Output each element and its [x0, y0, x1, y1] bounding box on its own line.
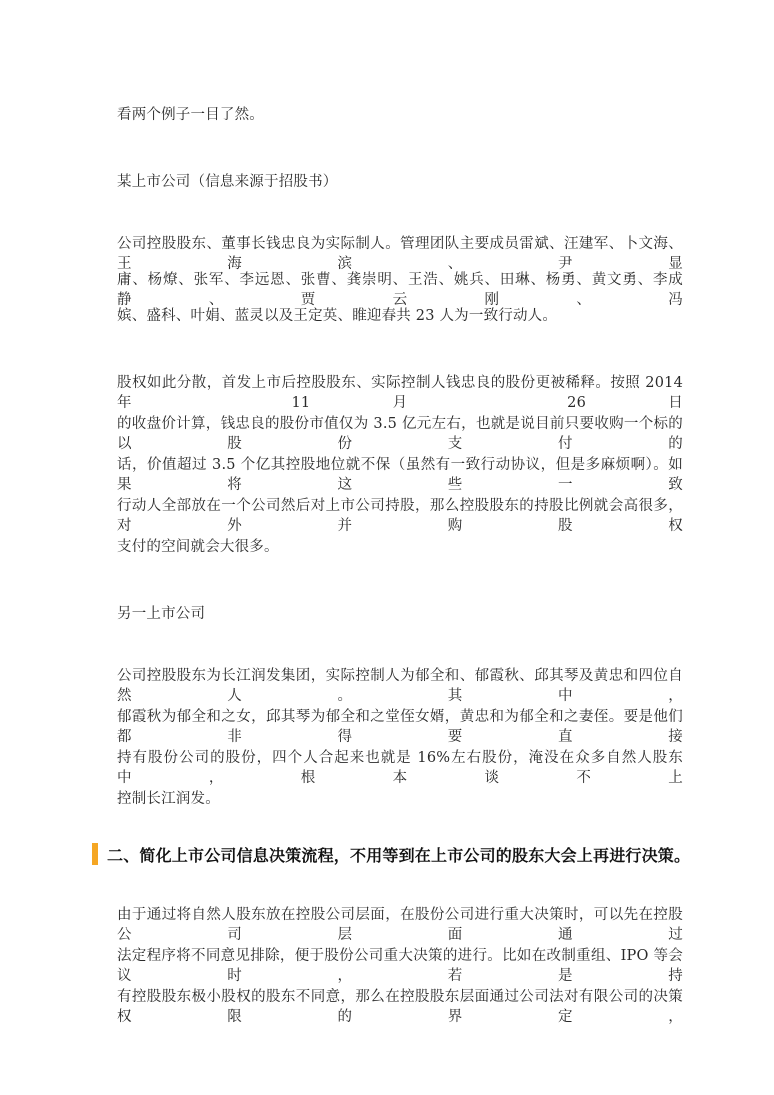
intro-text: 看两个例子一目了然。: [117, 107, 264, 123]
example1-heading: 某上市公司（信息来源于招股书）: [117, 174, 338, 190]
example1-para2-line-3: 话，价值超过 3.5 个亿其控股地位就不保（虽然有一致行动协议，但是多麻烦啊）。如果将这些一致: [117, 457, 683, 493]
example1-para1-line-3: 嫔、盛科、叶娟、蓝灵以及王定英、睢迎春共 23 人为一致行动人。: [117, 308, 558, 324]
example2-heading: 另一上市公司: [117, 606, 206, 622]
section2-title: 二、简化上市公司信息决策流程，不用等到在上市公司的股东大会上再进行决策。: [107, 845, 691, 865]
example1-para1-line-1: 公司控股股东、董事长钱忠良为实际制人。管理团队主要成员雷斌、汪建军、卜文海、王海滨、尹显: [117, 236, 683, 272]
section2-para-line-3: 有控股股东极小股权的股东不同意，那么在控股股东层面通过公司法对有限公司的决策权限的界定，: [117, 989, 683, 1025]
example2-para-line-1: 公司控股股东为长江润发集团，实际控制人为郁全和、郁霞秋、邱其琴及黄忠和四位自然人。其中，: [117, 668, 683, 704]
section2-para-line-2: 法定程序将不同意见排除，便于股份公司重大决策的进行。比如在改制重组、IPO 等会议时，若是持: [117, 948, 683, 984]
example2-para-line-4: 控制长江润发。: [117, 791, 220, 807]
example1-para2-line-2: 的收盘价计算，钱忠良的股份市值仅为 3.5 亿元左右，也就是说目前只要收购一个标的以股份支付的: [117, 416, 683, 452]
example2-para-line-3: 持有股份公司的股份，四个人合起来也就是 16%左右股份，淹没在众多自然人股东中，根本谈不上: [117, 750, 683, 786]
example1-para1-line-2: 庸、杨燎、张军、李远恩、张曹、龚崇明、王浩、姚兵、田琳、杨勇、黄文勇、李成静、贾云刚、冯: [117, 272, 683, 308]
example1-para2-line-5: 支付的空间就会大很多。: [117, 539, 279, 555]
example2-para-line-2: 郁霞秋为郁全和之女，邱其琴为郁全和之堂侄女婿，黄忠和为郁全和之妻侄。要是他们都非得要直接: [117, 709, 683, 745]
example1-para2-line-4: 行动人全部放在一个公司然后对上市公司持股，那么控股股东的持股比例就会高很多，对外并购股权: [117, 498, 683, 534]
section2-para-line-1: 由于通过将自然人股东放在控股公司层面，在股份公司进行重大决策时，可以先在控股公司层面通过: [117, 907, 683, 943]
section2-heading: [92, 842, 690, 866]
section-accent-bar: [92, 843, 98, 865]
example1-para2-line-1: 股权如此分散，首发上市后控股股东、实际控制人钱忠良的股份更被稀释。按照 2014 年 11 月 26 日: [117, 375, 683, 411]
